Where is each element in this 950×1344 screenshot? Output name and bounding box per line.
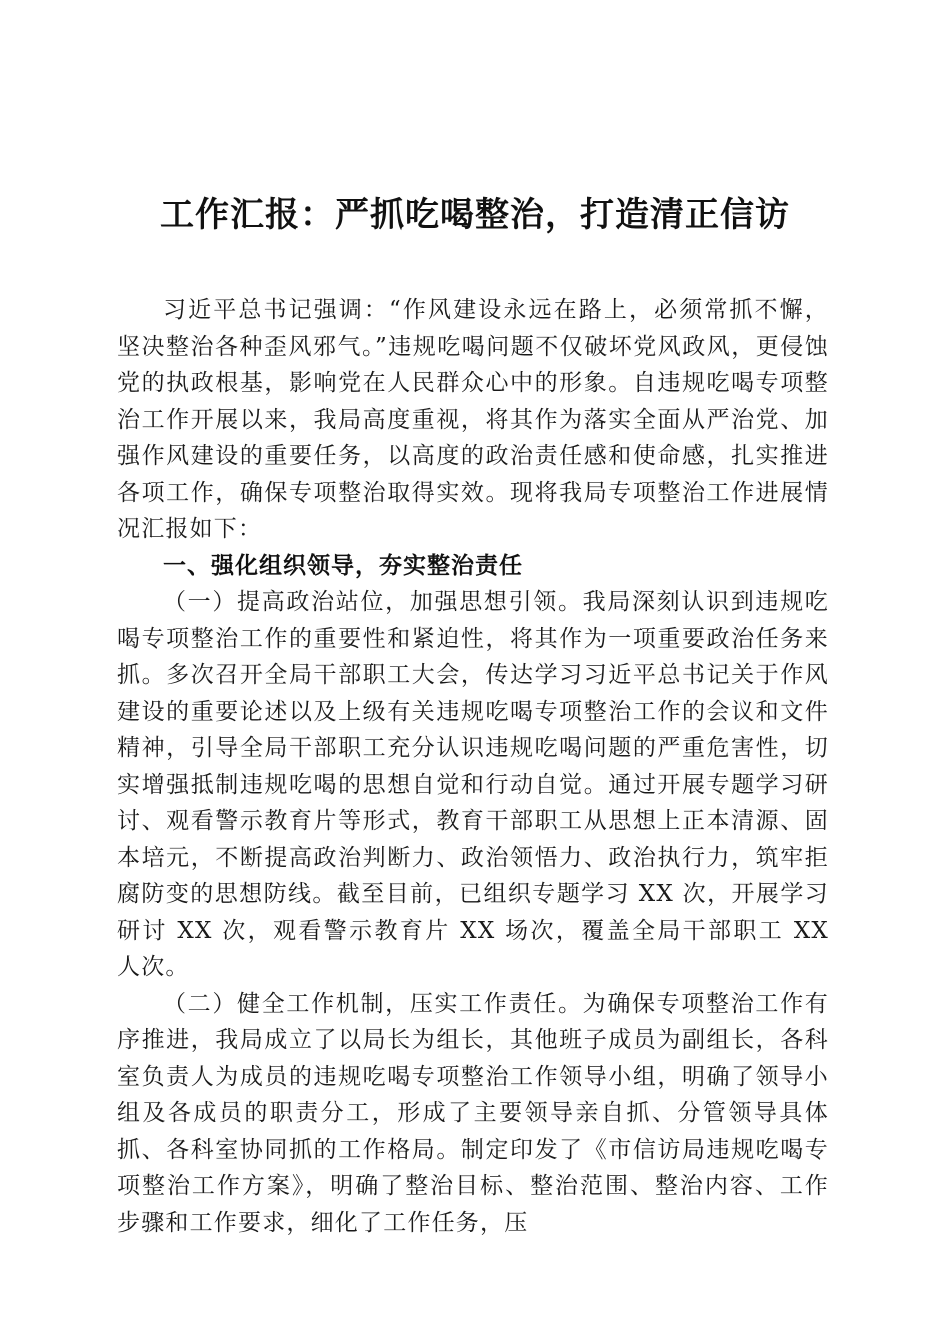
document-body — [117, 292, 829, 1241]
document-title: 工作汇报：严抓吃喝整治，打造清正信访 — [160, 195, 790, 235]
section-heading: 一、强化组织领导，夯实整治责任 — [163, 552, 523, 579]
section-paragraph-2: （二）健全工作机制，压实工作责任。为确保专项整治工作有序推进，我局成立了以局长为组长，其他班子成员为副组长，各科室负责人为成员的违规吃喝专项整治工作领导小组，明确了领导小组及各成员的职责分工，形成了主要领导亲自抓、分管领导具体抓、各科室协同抓的工作格局。制定印发了《市信访局违规吃喝专项整治工作方案》，明确了整治目标、整治范围、整治内容、工作步骤和工作要求，细化了工作任务，压 — [117, 990, 829, 1236]
intro-paragraph: 习近平总书记强调：“作风建设永远在路上，必须常抓不懈，坚决整治各种歪风邪气。”违规吃喝问题不仅破坏党风政风，更侵蚀党的执政根基，影响党在人民群众心中的形象。自违规吃喝专项整治工作开展以来，我局高度重视，将其作为落实全面从严治党、加强作风建设的重要任务，以高度的政治责任感和使命感，扎实推进各项工作，确保专项整治取得实效。现将我局专项整治工作进展情况汇报如下： — [117, 297, 829, 542]
section-paragraph-1: （一）提高政治站位，加强思想引领。我局深刻认识到违规吃喝专项整治工作的重要性和紧迫性，将其作为一项重要政治任务来抓。多次召开全局干部职工大会，传达学习习近平总书记关于作风建设的重要论述以及上级有关违规吃喝专项整治工作的会议和文件精神，引导全局干部职工充分认识违规吃喝问题的严重危害性，切实增强抵制违规吃喝的思想自觉和行动自觉。通过开展专题学习研讨、观看警示教育片等形式，教育干部职工从思想上正本清源、固本培元，不断提高政治判断力、政治领悟力、政治执行力，筑牢拒腐防变的思想防线。截至目前，已组织专题学习 XX 次，开展学习研讨 XX 次，观看警示教育片 XX 场次，覆盖全局干部职工 XX 人次。 — [117, 589, 829, 980]
